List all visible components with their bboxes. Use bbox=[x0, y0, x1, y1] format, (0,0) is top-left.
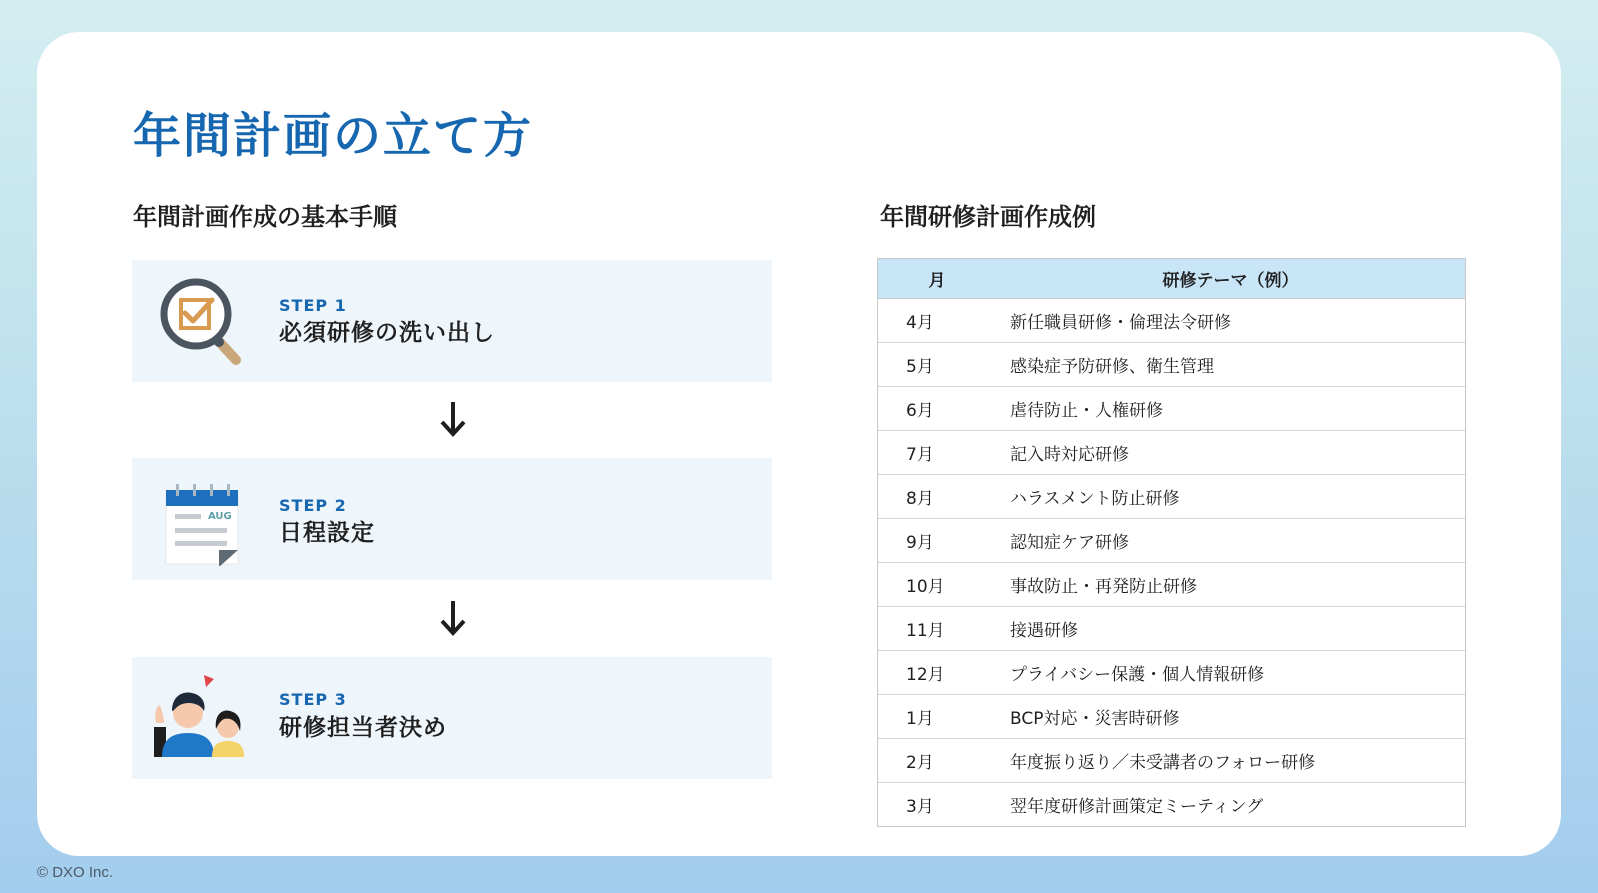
step-1-box bbox=[132, 260, 772, 382]
theme-cell: 年度振り返り／未受講者のフォロー研修 bbox=[996, 739, 1465, 783]
table-row bbox=[878, 475, 1465, 519]
step-3-box bbox=[132, 657, 772, 779]
theme-column-header: 研修テーマ（例） bbox=[996, 259, 1465, 299]
month-cell: 2月 bbox=[878, 739, 996, 783]
month-cell: 4月 bbox=[906, 313, 934, 333]
month-cell: 1月 bbox=[878, 695, 996, 739]
table-section-title: 年間研修計画作成例 bbox=[880, 203, 1096, 231]
people-icon bbox=[148, 671, 248, 771]
search-checklist-icon bbox=[156, 276, 248, 368]
table-header-row bbox=[878, 259, 1465, 299]
page-title: 年間計画の立て方 bbox=[133, 108, 534, 164]
month-cell: 3月 bbox=[878, 783, 996, 827]
table-row bbox=[878, 651, 1465, 695]
calendar-icon bbox=[156, 474, 248, 566]
arrow-down-icon bbox=[438, 399, 468, 439]
calendar-month-label: AUG bbox=[208, 511, 232, 522]
theme-cell: プライバシー保護・個人情報研修 bbox=[996, 651, 1465, 695]
theme-cell: 翌年度研修計画策定ミーティング bbox=[996, 783, 1465, 827]
table-row bbox=[878, 783, 1465, 827]
step-2-label: STEP 2 bbox=[279, 496, 347, 515]
table-row bbox=[878, 299, 1465, 343]
month-cell: 10月 bbox=[878, 563, 996, 607]
theme-cell: 認知症ケア研修 bbox=[996, 519, 1465, 563]
theme-cell: 事故防止・再発防止研修 bbox=[996, 563, 1465, 607]
theme-cell: 記入時対応研修 bbox=[996, 431, 1465, 475]
arrow-down-icon bbox=[438, 598, 468, 638]
month-cell: 12月 bbox=[878, 651, 996, 695]
month-cell: 9月 bbox=[878, 519, 996, 563]
steps-section-title: 年間計画作成の基本手順 bbox=[133, 203, 397, 231]
theme-cell: 虐待防止・人権研修 bbox=[996, 387, 1465, 431]
table-row bbox=[878, 563, 1465, 607]
month-column-header: 月 bbox=[878, 259, 996, 299]
training-plan-table bbox=[877, 258, 1466, 827]
step-1-text: 必須研修の洗い出し bbox=[279, 320, 495, 346]
table-row bbox=[878, 387, 1465, 431]
step-3-text: 研修担当者決め bbox=[279, 715, 447, 741]
step-2-box bbox=[132, 458, 772, 580]
theme-cell: 接遇研修 bbox=[996, 607, 1465, 651]
table-row bbox=[878, 695, 1465, 739]
step-2-text: 日程設定 bbox=[279, 520, 375, 546]
table-row bbox=[878, 519, 1465, 563]
month-cell: 7月 bbox=[878, 431, 996, 475]
theme-cell: BCP対応・災害時研修 bbox=[996, 695, 1465, 739]
theme-cell: ハラスメント防止研修 bbox=[996, 475, 1465, 519]
month-cell: 11月 bbox=[878, 607, 996, 651]
month-cell: 6月 bbox=[878, 387, 996, 431]
theme-cell: 新任職員研修・倫理法令研修 bbox=[1010, 313, 1231, 333]
table-row bbox=[878, 343, 1465, 387]
copyright-text: © DXO Inc. bbox=[37, 864, 114, 881]
theme-cell: 感染症予防研修、衛生管理 bbox=[996, 343, 1465, 387]
table-row bbox=[878, 607, 1465, 651]
table-row bbox=[878, 431, 1465, 475]
step-3-label: STEP 3 bbox=[279, 690, 347, 709]
table-row bbox=[878, 739, 1465, 783]
month-cell: 8月 bbox=[878, 475, 996, 519]
month-cell: 5月 bbox=[878, 343, 996, 387]
step-1-label: STEP 1 bbox=[279, 296, 347, 315]
